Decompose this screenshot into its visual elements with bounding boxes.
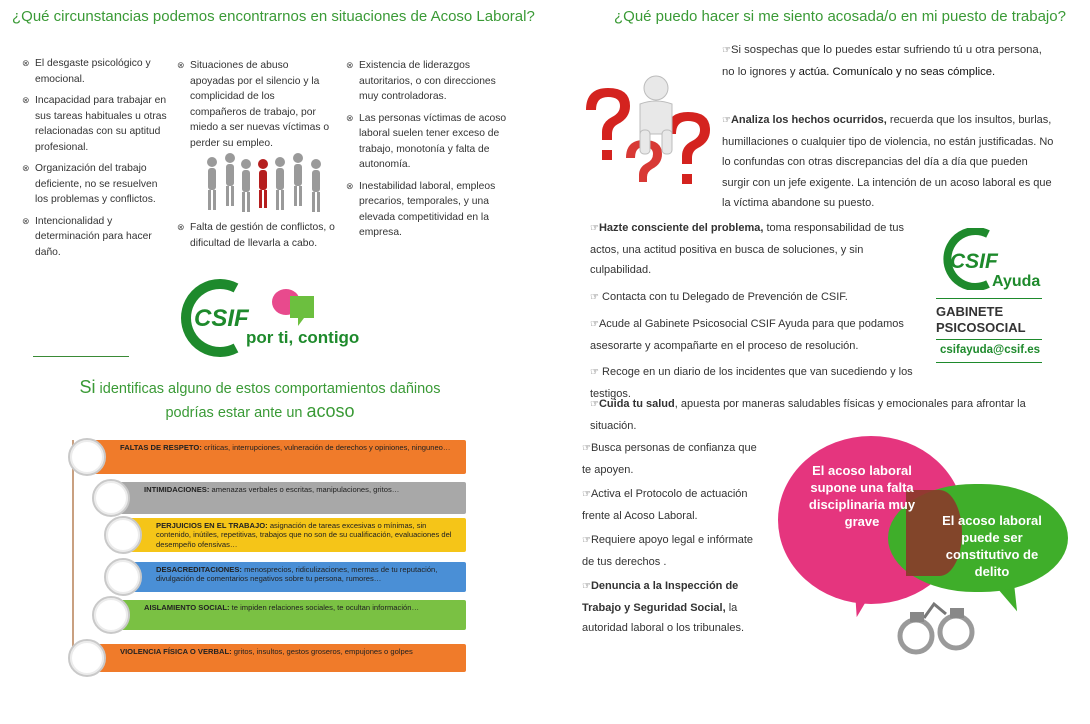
contact-email: csifayuda@csif.es bbox=[940, 344, 1041, 356]
actions-list-2 bbox=[582, 438, 768, 639]
intro-emphasis: actúa. Comunícalo y no seas cómplice. bbox=[798, 65, 996, 78]
list-item bbox=[22, 161, 167, 208]
list-item bbox=[22, 214, 167, 261]
svg-text:Ayuda: Ayuda bbox=[992, 273, 1041, 290]
behaviour-text: te impiden relaciones sociales, te ocultan información… bbox=[231, 603, 420, 612]
list-item bbox=[22, 93, 167, 155]
question-marks-illustration bbox=[578, 70, 718, 198]
logo-rule bbox=[936, 339, 1042, 340]
gabinete-label bbox=[936, 304, 1026, 336]
list-item-text: Situaciones de abuso apoyadas por el silencio y la complicidad de los compañeros de trabajo, por miedo a ser nuevas víctimas o perder su empleo. bbox=[190, 60, 330, 149]
logo-rule bbox=[936, 298, 1042, 299]
paragraph-analyze bbox=[722, 110, 1058, 214]
behaviour-bar bbox=[110, 600, 466, 630]
list-item-text: Intencionalidad y determinación para hacer daño. bbox=[35, 215, 152, 258]
list-item bbox=[22, 56, 167, 87]
bullet-icon: ⊗ bbox=[346, 180, 354, 191]
bar-bullet-circle bbox=[92, 479, 130, 517]
bullet-icon: ⊗ bbox=[346, 112, 354, 123]
behaviour-title: PERJUICIOS EN EL TRABAJO: bbox=[156, 521, 268, 530]
pointing-hand-icon: ☞ bbox=[722, 115, 731, 126]
logo-rule bbox=[936, 362, 1042, 363]
svg-text:CSIF: CSIF bbox=[194, 305, 249, 332]
behaviour-text: menosprecios, ridiculizaciones, mermas de tu reputación, divulgación de comentarios negativos sobre tu persona, rumores… bbox=[156, 565, 438, 584]
behaviour-text: gritos, insultos, gestos groseros, empujones o golpes bbox=[233, 647, 413, 656]
circumstances-column-2-top bbox=[177, 58, 333, 157]
bullet-icon: ⊗ bbox=[22, 95, 30, 105]
list-item-text: Organización del trabajo deficiente, no se resuelven los problemas y conflictos. bbox=[35, 163, 158, 205]
item-text: toma responsabilidad de tus actos, una actitud positiva en busca de soluciones, y sin culpabilidad. bbox=[590, 222, 905, 276]
list-item bbox=[346, 111, 508, 173]
item-text: Busca personas de confianza que te apoyen. bbox=[582, 442, 757, 476]
intro-text: Si sospechas que lo puedes estar sufriendo tú u otra persona, no lo ignores y bbox=[722, 44, 1042, 78]
svg-text:CSIF: CSIF bbox=[950, 250, 998, 273]
list-item bbox=[177, 58, 333, 151]
bar-bullet-circle bbox=[68, 639, 106, 677]
behaviour-text: críticas, interrupciones, vulneración de derechos y opiniones, ninguneo… bbox=[203, 443, 451, 452]
subtitle-pre: Si bbox=[79, 377, 96, 397]
bar-bullet-circle bbox=[104, 558, 142, 596]
list-item bbox=[590, 218, 920, 281]
list-item bbox=[177, 220, 337, 251]
behaviour-text: amenazas verbales o escritas, manipulaciones, gritos… bbox=[211, 485, 400, 494]
pointing-hand-icon: ☞ bbox=[590, 367, 599, 378]
list-item-text: Incapacidad para trabajar en sus tareas habituales u otras relacionadas con su aptitud profesional. bbox=[35, 95, 167, 153]
pointing-hand-icon: ☞ bbox=[590, 319, 599, 330]
item-text: , apuesta por maneras saludables físicas y emocionales para afrontar la situación. bbox=[590, 398, 1026, 432]
list-item bbox=[346, 179, 508, 241]
list-item bbox=[582, 484, 768, 526]
actions-list-1 bbox=[590, 218, 920, 410]
behaviour-bar bbox=[86, 644, 466, 672]
item-emphasis: Cuida tu salud bbox=[598, 398, 675, 410]
item-text: Acude al Gabinete Psicosocial CSIF Ayuda para que podamos asesorarte y acompañarte en el proceso de resolución. bbox=[590, 318, 904, 352]
divider bbox=[33, 356, 129, 357]
analyze-emphasis: Analiza los hechos ocurridos, bbox=[730, 114, 887, 126]
list-item bbox=[582, 438, 768, 480]
item-text: la autoridad laboral o los tribunales. bbox=[582, 601, 745, 634]
item-text: Activa el Protocolo de actuación frente al Acoso Laboral. bbox=[582, 488, 748, 522]
list-item bbox=[582, 530, 768, 572]
subtitle-end: acoso bbox=[306, 401, 355, 421]
left-page-title: ¿Qué circunstancias podemos encontrarnos en situaciones de Acoso Laboral? bbox=[12, 8, 535, 25]
speech-bubbles-icon bbox=[268, 288, 318, 332]
behaviours-heading bbox=[60, 376, 460, 424]
handcuffs-icon bbox=[894, 592, 984, 662]
pointing-hand-icon: ☞ bbox=[722, 45, 731, 56]
circumstances-column-3 bbox=[346, 58, 508, 247]
behaviour-bar bbox=[86, 440, 466, 474]
item-text: Contacta con tu Delegado de Prevención de CSIF. bbox=[602, 290, 848, 303]
behaviour-bar bbox=[122, 518, 466, 552]
bar-bullet-circle bbox=[104, 516, 142, 554]
pointing-hand-icon: ☞ bbox=[582, 581, 591, 592]
bullet-icon: ⊗ bbox=[177, 222, 185, 232]
bullet-icon: ⊗ bbox=[346, 60, 354, 70]
bar-bullet-circle bbox=[92, 596, 130, 634]
bullet-icon: ⊗ bbox=[177, 60, 185, 70]
subtitle-line2: podrías estar ante un bbox=[165, 405, 303, 421]
gabinete-text: GABINETE bbox=[936, 304, 1004, 319]
green-bubble-text: El acoso laboral puede ser constitutivo de delito bbox=[942, 513, 1042, 579]
behaviour-title: DESACREDITACIONES: bbox=[156, 565, 242, 574]
list-item bbox=[590, 287, 920, 309]
pink-bubble-text: El acoso laboral supone una falta disciplinaria muy grave bbox=[808, 463, 916, 529]
actions-list-health bbox=[590, 394, 1050, 436]
list-item bbox=[590, 314, 920, 356]
behaviour-title: VIOLENCIA FÍSICA O VERBAL: bbox=[120, 647, 232, 656]
behaviour-title: AISLAMIENTO SOCIAL: bbox=[144, 603, 230, 612]
behaviour-text: asignación de tareas excesivas o mínimas, sin contenido, inútiles, repetitivas, trabajos que no son de su cualificación, evaluaciones del desempeño ofensivas… bbox=[156, 521, 452, 549]
behaviour-bar bbox=[122, 562, 466, 592]
subtitle-line1: identificas alguno de estos comportamientos dañinos bbox=[99, 381, 441, 397]
item-text: Recoge en un diario de los incidentes que van sucediendo y los testigos. bbox=[590, 366, 913, 400]
pointing-hand-icon: ☞ bbox=[582, 443, 591, 454]
behaviour-bar bbox=[110, 482, 466, 514]
psicosocial-text: PSICOSOCIAL bbox=[936, 320, 1026, 335]
list-item bbox=[582, 576, 768, 639]
list-item-text: Existencia de liderazgos autoritarios, o con direcciones muy controladoras. bbox=[359, 60, 496, 102]
bullet-icon: ⊗ bbox=[22, 215, 30, 226]
circumstances-column-2-bottom bbox=[177, 220, 337, 257]
list-item-text: El desgaste psicológico y emocional. bbox=[35, 58, 151, 85]
pointing-hand-icon: ☞ bbox=[590, 291, 599, 303]
list-item bbox=[346, 58, 508, 105]
right-page-title: ¿Qué puedo hacer si me siento acosada/o en mi puesto de trabajo? bbox=[614, 8, 1066, 25]
list-item-text: Falta de gestión de conflictos, o dificultad de llevarla a cabo. bbox=[190, 222, 335, 249]
list-item-text: Las personas víctimas de acoso laboral suelen tener exceso de trabajo, monotonía y falta de autonomía. bbox=[359, 112, 507, 170]
paragraph-intro bbox=[722, 40, 1042, 83]
pointing-hand-icon: ☞ bbox=[590, 399, 599, 410]
isolated-person-illustration bbox=[200, 150, 330, 218]
pointing-hand-icon: ☞ bbox=[582, 535, 591, 546]
item-emphasis: Denuncia a la Inspección de Trabajo y Seguridad Social, bbox=[582, 580, 739, 614]
pointing-hand-icon: ☞ bbox=[590, 223, 599, 234]
pointing-hand-icon: ☞ bbox=[582, 489, 591, 500]
slogan: por ti, contigo bbox=[246, 328, 360, 347]
item-text: Requiere apoyo legal e infórmate de tus derechos . bbox=[582, 534, 754, 568]
list-item-text: Inestabilidad laboral, empleos precarios, temporales, y una elevada competitividad en la empresa. bbox=[359, 180, 496, 238]
bar-bullet-circle bbox=[68, 438, 106, 476]
item-emphasis: Hazte consciente del problema, bbox=[598, 222, 764, 234]
circumstances-column-1 bbox=[22, 56, 167, 266]
bullet-icon: ⊗ bbox=[22, 58, 30, 68]
csif-ayuda-logo bbox=[934, 228, 1050, 290]
behaviour-title: FALTAS DE RESPETO: bbox=[120, 443, 202, 452]
behaviour-title: INTIMIDACIONES: bbox=[144, 485, 210, 494]
bullet-icon: ⊗ bbox=[22, 163, 30, 173]
analyze-text: recuerda que los insultos, burlas, humillaciones o cualquier tipo de violencia, no están justificadas. No lo confundas con otras discrepancias del día a día que pueden surgir con un jefe exigente. La intención de un acoso laboral es que la víctima abandone su puesto. bbox=[722, 114, 1054, 209]
